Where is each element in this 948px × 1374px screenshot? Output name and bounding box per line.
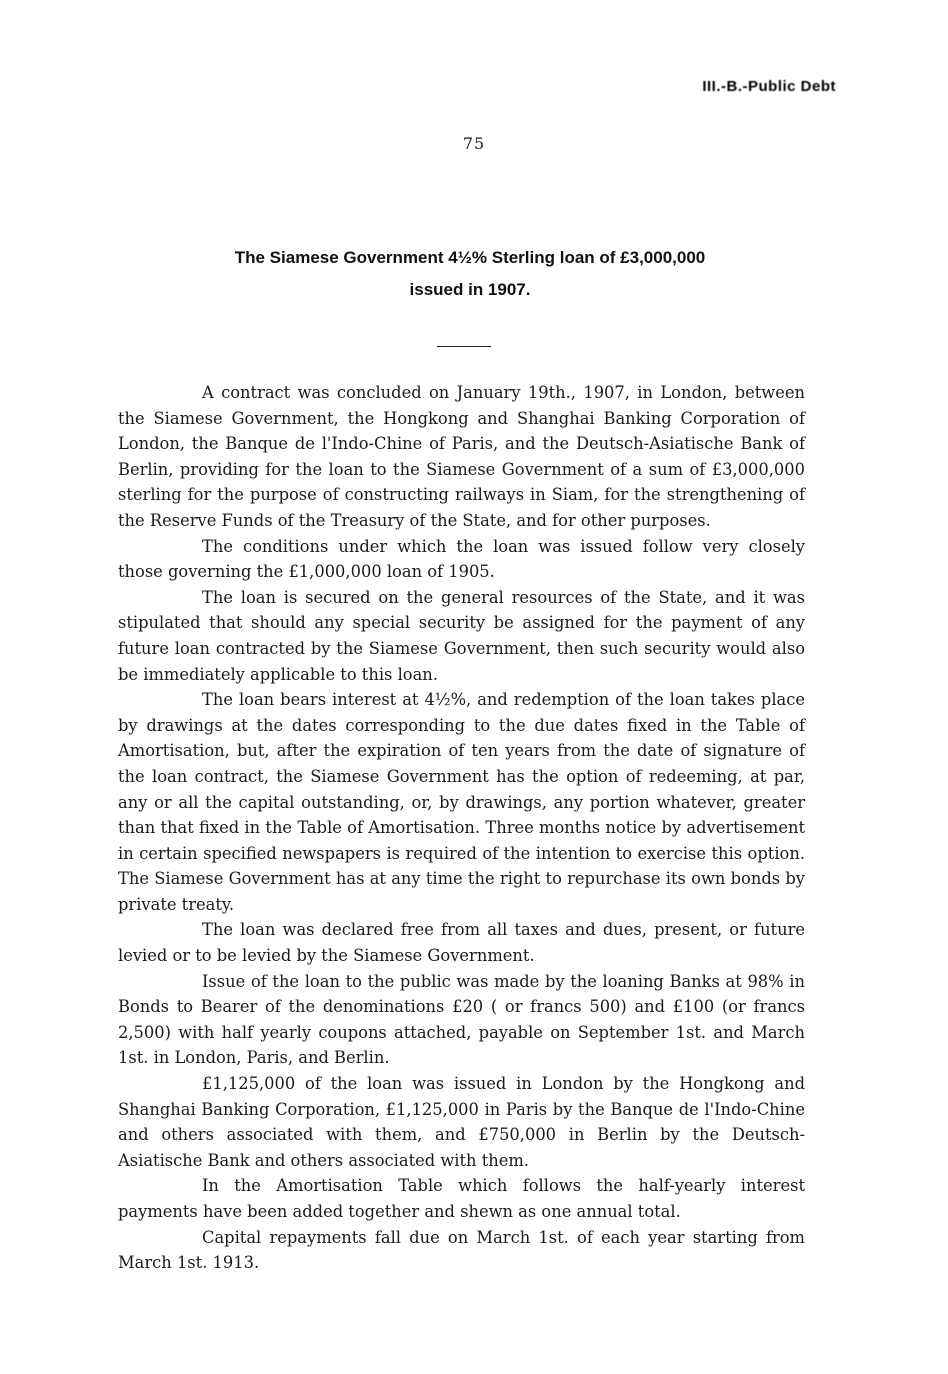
page-number: 75 xyxy=(462,134,486,153)
paragraph-conditions: The conditions under which the loan was issued follow very closely those governing the £1,000,000 loan of 1905. xyxy=(118,536,805,582)
paragraph-capital-repayments: Capital repayments fall due on March 1st. of each year starting from March 1st. 1913. xyxy=(118,1227,805,1273)
title-divider xyxy=(437,346,491,347)
paragraph-interest: The loan bears interest at 4½%, and redemption of the loan takes place by drawings at the dates corresponding to the due dates fixed in the Table of Amortisation, but, after the expiration of ten years from the date of signature of the loan contract, the Siamese Government has the option of redeeming, at par, any or all the capital outstanding, or, by drawings, any portion whatever, greater than that fixed in the Table of Amortisation. Three months notice by advertisement in certain specified newspapers is required of the intention to exercise this option. The Siamese Government has at any time the right to repurchase its own bonds by private treaty. xyxy=(118,690,805,914)
paragraph-amortisation-table: In the Amortisation Table which follows the half-yearly interest payments have been added together and shewn as one annual total. xyxy=(118,1176,805,1221)
body-text xyxy=(118,380,805,1276)
document-title xyxy=(120,242,820,306)
paragraph-taxes: The loan was declared free from all taxes and dues, present, or future levied or to be levied by the Siamese Government. xyxy=(118,920,805,966)
title-line-1: The Siamese Government 4½% Sterling loan of £3,000,000 xyxy=(234,248,706,267)
paragraph-contract: A contract was concluded on January 19th., 1907, in London, between the Siamese Government, the Hongkong and Shanghai Banking Corporation of London, the Banque de l'Indo-Chine of Paris, and the Deutsch-Asiatische Bank of Berlin, providing for the loan to the Siamese Government of a sum of £3,000,000 sterling for the purpose of constructing railways in Siam, for the strengthening of the Reserve Funds of the Treasury of the State, and for other purposes. xyxy=(118,383,805,530)
paragraph-security: The loan is secured on the general resources of the State, and it was stipulated that should any special security be assigned for the payment of any future loan contracted by the Siamese Government, then such security would also be immediately applicable to this loan. xyxy=(118,587,805,684)
paragraph-issue: Issue of the loan to the public was made by the loaning Banks at 98% in Bonds to Bearer of the denominations £20 ( or francs 500) and £100 (or francs 2,500) with half yearly coupons attached, payable on September 1st. and March 1st. in London, Paris, and Berlin. xyxy=(118,971,805,1068)
section-stamp: III.-B.-Public Debt xyxy=(702,78,836,95)
title-line-2: issued in 1907. xyxy=(409,280,531,299)
paragraph-distribution: £1,125,000 of the loan was issued in London by the Hongkong and Shanghai Banking Corporation, £1,125,000 in Paris by the Banque de l'Indo-Chine and others associated with them, and £750,000 in Berlin by the Deutsch-Asiatische Bank and others associated with them. xyxy=(118,1074,805,1170)
